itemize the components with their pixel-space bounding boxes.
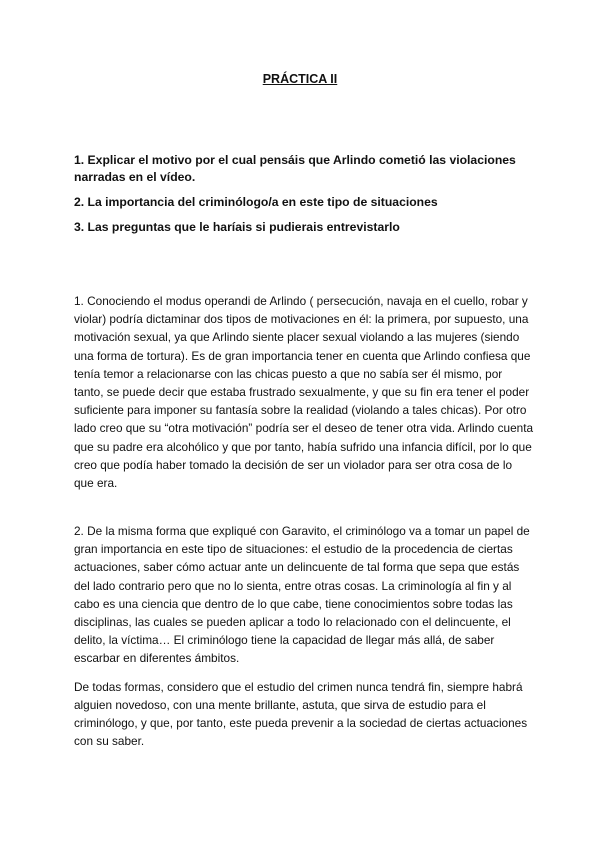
question-2: 2. La importancia del criminólogo/a en este tipo de situaciones: [74, 195, 438, 209]
question-3: 3. Las preguntas que le haríais si pudierais entrevistarlo: [74, 220, 400, 234]
answer-2: [74, 522, 534, 760]
answer-1: [74, 292, 534, 502]
page-title: PRÁCTICA II: [262, 72, 338, 86]
question-1: 1. Explicar el motivo por el cual pensáis que Arlindo cometió las violaciones narradas en el vídeo.: [74, 153, 516, 184]
answer-2-paragraph-1: 2. De la misma forma que expliqué con Garavito, el criminólogo va a tomar un papel de gran importancia en este tipo de situaciones: el estudio de la procedencia de ciertas actuaciones, saber cómo actuar ante un delincuente de tal forma que sepa que estás del lado contrario pero que no lo sienta, entre otras cosas. La criminología al fin y al cabo es una ciencia que dentro de lo que cabe, tiene conocimientos sobre todas las disciplinas, las cuales se pueden aplicar a todo lo relacionado con el delincuente, el delito, la víctima… El criminólogo tiene la capacidad de llegar más allá, de saber escarbar en diferentes ámbitos.: [74, 524, 530, 666]
answer-1-paragraph: 1. Conociendo el modus operandi de Arlindo ( persecución, navaja en el cuello, robar y violar) podría dictaminar dos tipos de motivaciones en él: la primera, por supuesto, una motivación sexual, ya que Arlindo siente placer sexual violando a las mujeres (siendo una forma de tortura). Es de gran importancia tener en cuenta que Arlindo confiesa que tenía temor a relacionarse con las chicas puesto a que no sabía ser él mismo, por tanto, se puede decir que estaba frustrado sexualmente, y que su fin era tener el poder suficiente para imponer su fantasía sobre la realidad (violando a tales chicas). Por otro lado creo que su “otra motivación” podría ser el deseo de tener otra vida. Arlindo cuenta que su padre era alcohólico y que por tanto, había sufrido una infancia difícil, por lo que creo que podía haber tomado la decisión de ser un violador para ser otra cosa de lo que era.: [74, 294, 534, 491]
answer-2-paragraph-2: De todas formas, considero que el estudio del crimen nunca tendrá fin, siempre habrá alguien novedoso, con una mente brillante, astuta, que sirva de estudio para el criminólogo, y que, por tanto, este pueda prevenir a la sociedad de ciertas actuaciones con su saber.: [74, 679, 528, 749]
questions-list: [74, 152, 534, 244]
